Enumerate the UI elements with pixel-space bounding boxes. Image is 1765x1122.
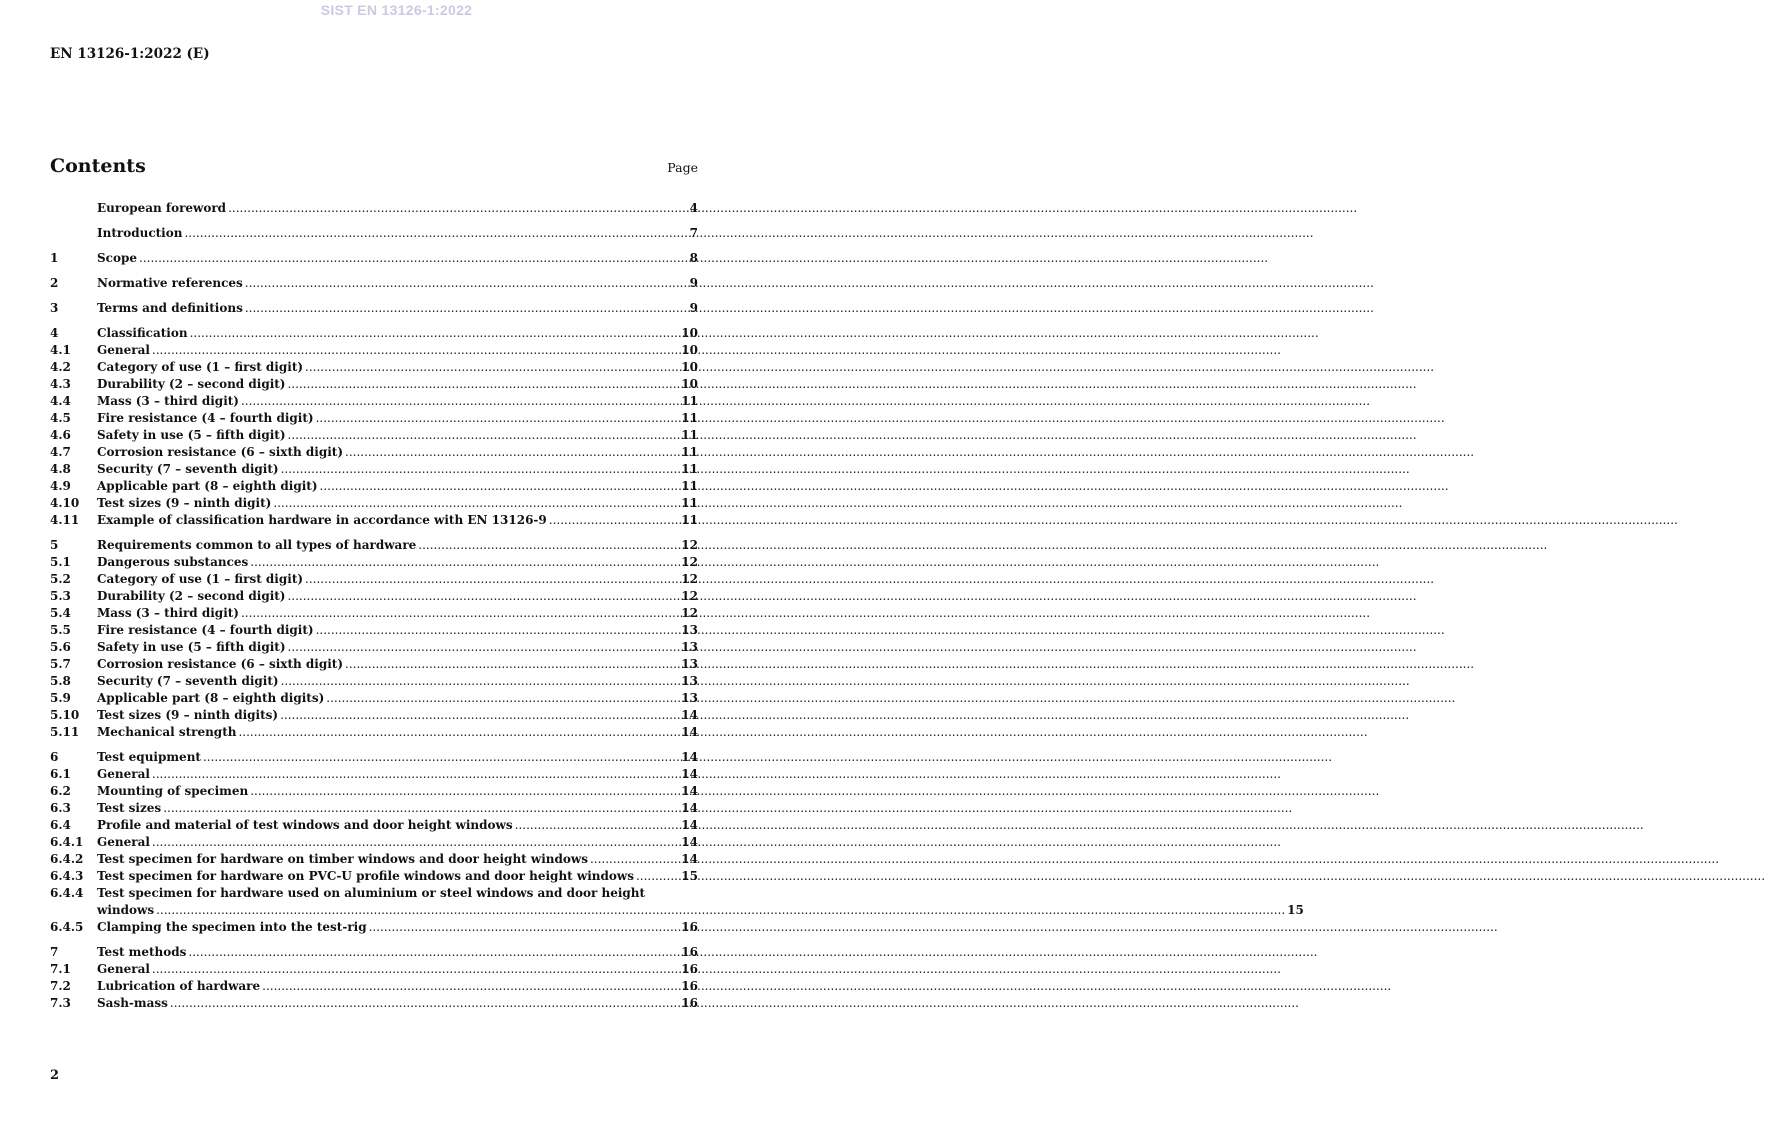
toc-entry-page: 11: [681, 411, 698, 425]
toc-entry-title: Introduction: [97, 226, 183, 240]
toc-entry-title: Category of use (1 – first digit): [97, 360, 304, 374]
toc-entry-number: 7.1: [50, 962, 71, 976]
toc-entry[interactable]: [50, 376, 698, 393]
toc-entry-title: Fire resistance (4 – fourth digit): [97, 411, 314, 425]
toc-entry-number: 4.9: [50, 479, 71, 493]
toc-entry-number: 5.8: [50, 674, 71, 688]
toc-entry-number: 4.1: [50, 343, 71, 357]
toc-entry[interactable]: [50, 690, 698, 707]
toc-entry-page: 13: [681, 674, 698, 688]
toc-entry[interactable]: [50, 588, 698, 605]
toc-entry[interactable]: [50, 300, 698, 317]
toc-entry-page: 14: [681, 784, 698, 798]
toc-entry-title: Example of classification hardware in accordance with EN 13126-9: [97, 513, 547, 527]
toc-entry-title: European foreword: [97, 201, 227, 215]
toc-entry-page: 11: [681, 428, 698, 442]
toc-entry-number: 6.4: [50, 818, 71, 832]
toc-entry-number: 4.11: [50, 513, 80, 527]
dot-leader: [288, 427, 680, 444]
toc-entry-title: Applicable part (8 – eighth digits): [97, 691, 325, 705]
toc-entry-title: Test specimen for hardware used on aluminium or steel windows and door height: [97, 886, 646, 900]
toc-entry[interactable]: [50, 978, 698, 995]
table-of-contents: [50, 200, 1304, 1012]
toc-entry-title: Applicable part (8 – eighth digit): [97, 479, 318, 493]
toc-entry-page: 15: [1287, 903, 1304, 917]
dot-leader: [250, 554, 679, 571]
toc-entry-number: 6.2: [50, 784, 71, 798]
dot-leader: [152, 766, 679, 783]
toc-entry[interactable]: [50, 885, 1304, 919]
toc-entry-page: 11: [681, 394, 698, 408]
toc-entry-number: 7.2: [50, 979, 71, 993]
toc-entry[interactable]: [50, 512, 698, 529]
toc-entry-title: Mass (3 – third digit): [97, 394, 239, 408]
toc-entry[interactable]: [50, 851, 698, 868]
toc-entry-page: 14: [681, 767, 698, 781]
toc-entry-number: 5.5: [50, 623, 71, 637]
toc-entry-title: Test specimen for hardware on timber windows and door height windows: [97, 852, 588, 866]
toc-entry-number: 6.4.2: [50, 852, 84, 866]
dot-leader: [305, 571, 679, 588]
toc-entry[interactable]: [50, 275, 698, 292]
toc-entry-number: 6.3: [50, 801, 71, 815]
toc-entry-number: 4.4: [50, 394, 71, 408]
toc-entry[interactable]: [50, 342, 698, 359]
toc-entry-page: 10: [681, 343, 698, 357]
dot-leader: [238, 724, 679, 741]
dot-leader: [345, 656, 679, 673]
dot-leader: [241, 605, 679, 622]
toc-entry[interactable]: [50, 554, 698, 571]
toc-entry-page: 14: [681, 818, 698, 832]
dot-leader: [156, 902, 1285, 919]
dot-leader: [280, 707, 679, 724]
toc-entry-title: Security (7 – seventh digit): [97, 674, 279, 688]
toc-entry-number: 4.5: [50, 411, 71, 425]
dot-leader: [305, 359, 679, 376]
toc-entry[interactable]: [50, 200, 698, 217]
toc-entry-page: 9: [689, 301, 698, 315]
page-column-label: Page: [667, 160, 698, 175]
toc-entry-page: 11: [681, 479, 698, 493]
toc-entry-page: 14: [681, 708, 698, 722]
toc-entry-title: Safety in use (5 – fifth digit): [97, 640, 286, 654]
dot-leader: [188, 944, 679, 961]
toc-entry-title: General: [97, 962, 150, 976]
toc-entry-title: Terms and definitions: [97, 301, 243, 315]
toc-entry-page: 11: [681, 513, 698, 527]
toc-entry[interactable]: [50, 250, 698, 267]
dot-leader: [245, 300, 688, 317]
toc-entry[interactable]: [50, 749, 698, 766]
toc-entry-page: 13: [681, 691, 698, 705]
toc-entry-page: 12: [681, 538, 698, 552]
toc-entry-title: Mass (3 – third digit): [97, 606, 239, 620]
dot-leader: [287, 376, 679, 393]
toc-entry[interactable]: [50, 817, 698, 834]
toc-entry-number: 5: [50, 538, 59, 552]
toc-entry-page: 10: [681, 326, 698, 340]
watermark: SIST EN 13126-1:2022: [320, 2, 473, 18]
toc-entry-title: Dangerous substances: [97, 555, 249, 569]
toc-entry-number: 2: [50, 276, 59, 290]
toc-entry[interactable]: [50, 783, 698, 800]
toc-entry-page: 10: [681, 360, 698, 374]
toc-entry-page: 16: [681, 979, 698, 993]
toc-entry[interactable]: [50, 461, 698, 478]
toc-entry[interactable]: [50, 995, 698, 1012]
toc-entry-page: 16: [681, 996, 698, 1010]
dot-leader: [152, 961, 679, 978]
toc-entry-title: Fire resistance (4 – fourth digit): [97, 623, 314, 637]
dot-leader: [262, 978, 679, 995]
toc-entry-page: 14: [681, 750, 698, 764]
toc-entry-page: 16: [681, 920, 698, 934]
dot-leader: [139, 250, 688, 267]
toc-entry[interactable]: [50, 961, 698, 978]
page-number: 2: [50, 1068, 60, 1083]
toc-entry-number: 6.4.1: [50, 835, 84, 849]
dot-leader: [228, 200, 688, 217]
toc-entry-number: 5.6: [50, 640, 71, 654]
toc-entry[interactable]: [50, 766, 698, 783]
toc-entry[interactable]: [50, 410, 698, 427]
dot-leader: [281, 673, 680, 690]
toc-entry[interactable]: [50, 944, 698, 961]
toc-entry-page: 13: [681, 623, 698, 637]
toc-entry[interactable]: [50, 478, 698, 495]
toc-entry-number: 4.7: [50, 445, 71, 459]
toc-entry-title: Mounting of specimen: [97, 784, 249, 798]
toc-entry-title: Requirements common to all types of hardware: [97, 538, 417, 552]
toc-entry-number: 7: [50, 945, 59, 959]
toc-entry-title: Test sizes (9 – ninth digits): [97, 708, 279, 722]
toc-entry[interactable]: [50, 919, 698, 936]
dot-leader: [549, 512, 680, 529]
dot-leader: [590, 851, 679, 868]
toc-entry[interactable]: [50, 325, 698, 342]
toc-entry[interactable]: [50, 868, 698, 885]
dot-leader: [190, 325, 680, 342]
toc-entry-number: 6.4.4: [50, 886, 84, 900]
dot-leader: [245, 275, 688, 292]
document-identifier: EN 13126-1:2022 (E): [50, 46, 210, 62]
toc-entry-title: Normative references: [97, 276, 243, 290]
dot-leader: [320, 478, 680, 495]
toc-entry[interactable]: [50, 444, 698, 461]
toc-entry-title: Test sizes: [97, 801, 162, 815]
toc-entry-title: Safety in use (5 – fifth digit): [97, 428, 286, 442]
toc-entry-page: 14: [681, 835, 698, 849]
dot-leader: [326, 690, 679, 707]
toc-entry-number: 4.8: [50, 462, 71, 476]
toc-entry-title: Security (7 – seventh digit): [97, 462, 279, 476]
toc-entry-page: 10: [681, 377, 698, 391]
toc-entry[interactable]: [50, 639, 698, 656]
toc-entry-number: 5.10: [50, 708, 80, 722]
toc-entry-title: General: [97, 835, 150, 849]
toc-entry-number: 6.4.3: [50, 869, 84, 883]
toc-entry-page: 7: [689, 226, 698, 240]
toc-entry-page: 16: [681, 945, 698, 959]
dot-leader: [515, 817, 680, 834]
toc-entry-number: 4.6: [50, 428, 71, 442]
toc-entry-page: 4: [689, 201, 698, 215]
toc-entry[interactable]: [50, 656, 698, 673]
toc-entry-title: General: [97, 343, 150, 357]
dot-leader: [316, 410, 680, 427]
toc-entry-number: 5.11: [50, 725, 80, 739]
toc-entry-page: 16: [681, 962, 698, 976]
toc-entry-page: 8: [689, 251, 698, 265]
dot-leader: [418, 537, 679, 554]
toc-entry-title: Test specimen for hardware on PVC-U profile windows and door height windows: [97, 869, 634, 883]
dot-leader: [345, 444, 679, 461]
toc-entry[interactable]: [50, 800, 698, 817]
toc-entry-number: 5.7: [50, 657, 71, 671]
toc-entry-number: 5.4: [50, 606, 71, 620]
dot-leader: [369, 919, 680, 936]
toc-entry[interactable]: [50, 571, 698, 588]
dot-leader: [203, 749, 679, 766]
toc-entry-number: 3: [50, 301, 59, 315]
toc-entry-number: 5.9: [50, 691, 71, 705]
toc-entry-title: Test methods: [97, 945, 187, 959]
toc-entry-title: Corrosion resistance (6 – sixth digit): [97, 445, 344, 459]
toc-entry[interactable]: [50, 673, 698, 690]
toc-entry-page: 15: [681, 869, 698, 883]
toc-entry-title: Clamping the specimen into the test-rig: [97, 920, 367, 934]
toc-entry-page: 12: [681, 606, 698, 620]
dot-leader: [316, 622, 680, 639]
toc-entry-title: Corrosion resistance (6 – sixth digit): [97, 657, 344, 671]
dot-leader: [281, 461, 680, 478]
toc-entry-title: Classification: [97, 326, 188, 340]
toc-entry[interactable]: [50, 495, 698, 512]
toc-entry-title: Sash-mass: [97, 996, 168, 1010]
toc-entry-page: 9: [689, 276, 698, 290]
dot-leader: [152, 342, 679, 359]
toc-entry-number: 6.1: [50, 767, 71, 781]
toc-entry-number: 1: [50, 251, 59, 265]
toc-entry[interactable]: [50, 359, 698, 376]
toc-entry[interactable]: [50, 225, 698, 242]
toc-entry-title: Category of use (1 – first digit): [97, 572, 304, 586]
dot-leader: [152, 834, 679, 851]
toc-entry-number: 4.10: [50, 496, 80, 510]
toc-entry-page: 14: [681, 725, 698, 739]
toc-entry-title: Profile and material of test windows and door height windows: [97, 818, 513, 832]
dot-leader: [636, 868, 679, 885]
toc-entry[interactable]: [50, 427, 698, 444]
toc-entry[interactable]: [50, 622, 698, 639]
dot-leader: [163, 800, 679, 817]
toc-entry-title: Scope: [97, 251, 138, 265]
toc-entry-page: 11: [681, 462, 698, 476]
toc-entry-page: 11: [681, 496, 698, 510]
toc-entry[interactable]: [50, 393, 698, 410]
toc-entry[interactable]: [50, 724, 698, 741]
toc-entry-page: 13: [681, 657, 698, 671]
toc-entry-page: 12: [681, 589, 698, 603]
toc-entry-number: 6.4.5: [50, 920, 84, 934]
toc-entry-title: Lubrication of hardware: [97, 979, 261, 993]
dot-leader: [250, 783, 679, 800]
toc-entry-page: 12: [681, 555, 698, 569]
toc-entry-number: 4: [50, 326, 59, 340]
toc-entry[interactable]: [50, 605, 698, 622]
toc-entry[interactable]: [50, 537, 698, 554]
dot-leader: [287, 588, 679, 605]
toc-entry-page: 13: [681, 640, 698, 654]
toc-entry-page: 12: [681, 572, 698, 586]
toc-entry-title: Test equipment: [97, 750, 201, 764]
toc-entry-number: 5.3: [50, 589, 71, 603]
contents-heading: Contents: [50, 155, 146, 177]
toc-entry-number: 5.2: [50, 572, 71, 586]
toc-entry-page: 14: [681, 852, 698, 866]
toc-entry-title: Durability (2 – second digit): [97, 377, 286, 391]
toc-entry-title: Durability (2 – second digit): [97, 589, 286, 603]
dot-leader: [184, 225, 687, 242]
toc-entry-number: 4.3: [50, 377, 71, 391]
dot-leader: [288, 639, 680, 656]
toc-entry-number: 7.3: [50, 996, 71, 1010]
toc-entry-number: 4.2: [50, 360, 71, 374]
toc-entry-number: 6: [50, 750, 59, 764]
dot-leader: [170, 995, 679, 1012]
toc-entry-page: 14: [681, 801, 698, 815]
toc-entry-title-continued: windows: [97, 903, 155, 917]
toc-entry-number: 5.1: [50, 555, 71, 569]
toc-entry-title: General: [97, 767, 150, 781]
dot-leader: [241, 393, 679, 410]
dot-leader: [273, 495, 679, 512]
toc-entry-page: 11: [681, 445, 698, 459]
toc-entry[interactable]: [50, 707, 698, 724]
toc-entry-title: Mechanical strength: [97, 725, 237, 739]
toc-entry[interactable]: [50, 834, 698, 851]
toc-entry-title: Test sizes (9 – ninth digit): [97, 496, 272, 510]
